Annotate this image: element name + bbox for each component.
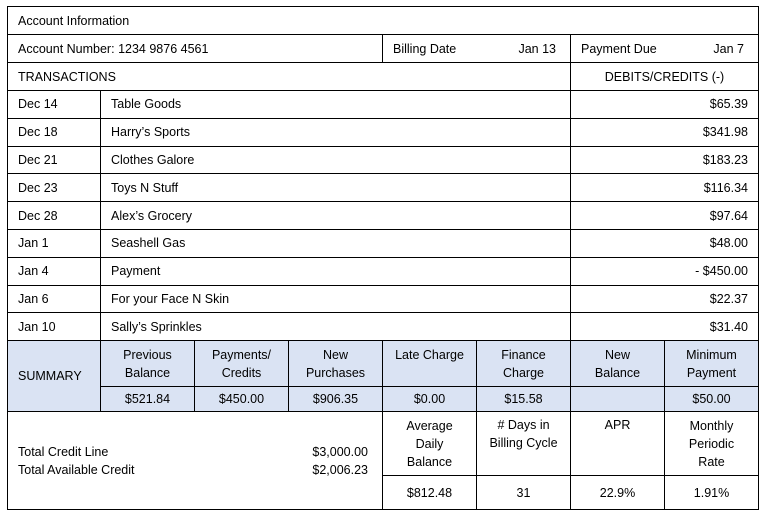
transaction-amount: $48.00	[571, 229, 759, 257]
transaction-row	[8, 118, 759, 146]
total-available-credit: $2,006.23	[312, 462, 368, 477]
transaction-description: Harry’s Sports	[101, 118, 571, 146]
average-daily-balance-header: Average Daily Balance	[383, 412, 477, 476]
days-in-cycle-header: # Days in Billing Cycle	[477, 412, 571, 476]
transaction-date: Dec 28	[8, 202, 101, 230]
minimum-payment-value: $50.00	[665, 387, 759, 412]
payment-due-label: Payment Due	[581, 41, 657, 56]
total-credit-line: $3,000.00	[312, 444, 368, 459]
days-in-cycle-value: 31	[477, 476, 571, 510]
transaction-description: Toys N Stuff	[101, 174, 571, 202]
transaction-description: Seashell Gas	[101, 229, 571, 257]
transaction-description: Alex’s Grocery	[101, 202, 571, 230]
transaction-amount: $31.40	[571, 313, 759, 341]
transaction-description: Table Goods	[101, 91, 571, 119]
payments-credits-header: Payments/ Credits	[195, 341, 289, 387]
payment-due-date: Jan 7	[713, 41, 744, 56]
total-available-credit-label: Total Available Credit	[18, 462, 135, 477]
transaction-date: Dec 18	[8, 118, 101, 146]
account-info-title: Account Information	[8, 7, 759, 35]
average-daily-balance-value: $812.48	[383, 476, 477, 510]
account-statement-table	[7, 6, 759, 510]
transaction-amount: $183.23	[571, 146, 759, 174]
transaction-date: Jan 10	[8, 313, 101, 341]
transaction-amount: $97.64	[571, 202, 759, 230]
finance-charge-header: Finance Charge	[477, 341, 571, 387]
new-purchases-header: New Purchases	[289, 341, 383, 387]
transaction-date: Jan 4	[8, 257, 101, 285]
transaction-date: Dec 23	[8, 174, 101, 202]
late-charge-value: $0.00	[383, 387, 477, 412]
new-purchases-value: $906.35	[289, 387, 383, 412]
billing-date-cell	[383, 35, 571, 63]
transactions-heading: TRANSACTIONS	[8, 63, 571, 91]
new-balance-value	[571, 387, 665, 412]
transaction-description: Payment	[101, 257, 571, 285]
monthly-periodic-rate-value: 1.91%	[665, 476, 759, 510]
apr-header: APR	[571, 412, 665, 476]
transaction-date: Jan 6	[8, 285, 101, 313]
minimum-payment-header: Minimum Payment	[665, 341, 759, 387]
debits-credits-heading: DEBITS/CREDITS (-)	[571, 63, 759, 91]
transaction-date: Jan 1	[8, 229, 101, 257]
transaction-row	[8, 146, 759, 174]
payments-credits-value: $450.00	[195, 387, 289, 412]
new-balance-header: New Balance	[571, 341, 665, 387]
transaction-row	[8, 202, 759, 230]
transaction-row	[8, 174, 759, 202]
transaction-description: Clothes Galore	[101, 146, 571, 174]
monthly-periodic-rate-header: Monthly Periodic Rate	[665, 412, 759, 476]
transaction-amount: $341.98	[571, 118, 759, 146]
transaction-row	[8, 257, 759, 285]
transaction-amount: $65.39	[571, 91, 759, 119]
late-charge-header: Late Charge	[383, 341, 477, 387]
summary-label: SUMMARY	[8, 341, 101, 412]
previous-balance-value: $521.84	[101, 387, 195, 412]
transaction-row	[8, 229, 759, 257]
transaction-date: Dec 21	[8, 146, 101, 174]
transaction-amount: $22.37	[571, 285, 759, 313]
transaction-amount: - $450.00	[571, 257, 759, 285]
transaction-row	[8, 313, 759, 341]
transaction-description: Sally’s Sprinkles	[101, 313, 571, 341]
apr-value: 22.9%	[571, 476, 665, 510]
transaction-row	[8, 91, 759, 119]
previous-balance-header: Previous Balance	[101, 341, 195, 387]
transaction-description: For your Face N Skin	[101, 285, 571, 313]
transaction-row	[8, 285, 759, 313]
payment-due-cell	[571, 35, 759, 63]
account-number: 1234 9876 4561	[118, 41, 209, 56]
total-credit-line-label: Total Credit Line	[18, 444, 109, 459]
transaction-date: Dec 14	[8, 91, 101, 119]
credit-info-cell	[8, 412, 383, 510]
billing-date-label: Billing Date	[393, 41, 457, 56]
account-number-label: Account Number:	[18, 41, 115, 56]
billing-date: Jan 13	[518, 41, 556, 56]
finance-charge-value: $15.58	[477, 387, 571, 412]
account-number-cell	[8, 35, 383, 63]
transaction-amount: $116.34	[571, 174, 759, 202]
